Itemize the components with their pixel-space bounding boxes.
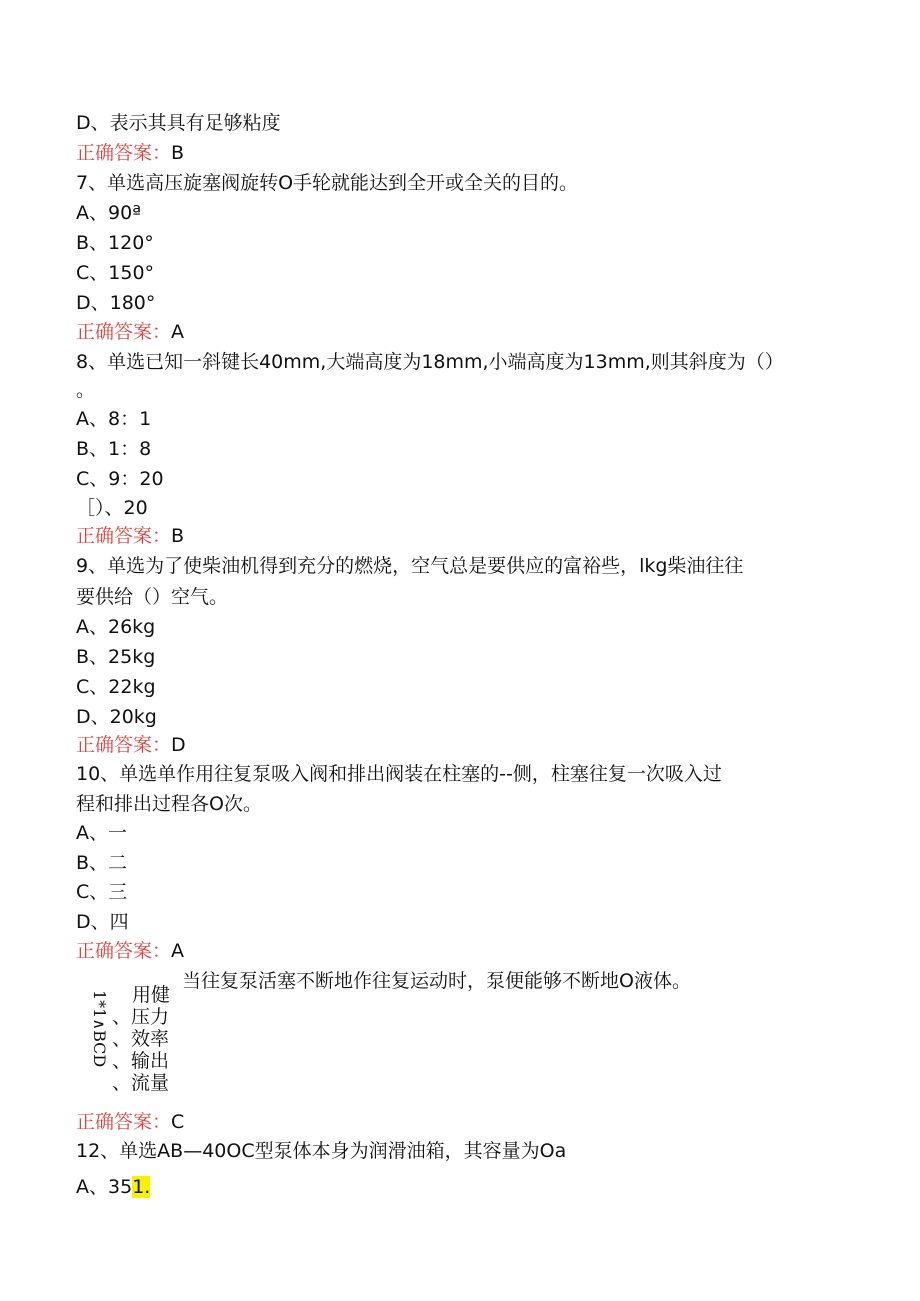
question-8: 8、单选已知一斜键长40mm,大端高度为18mm,小端高度为13mm,则其斜度为（） <box>76 351 784 373</box>
question-10-cont: 程和排出过程各O次。 <box>76 793 262 815</box>
q7-option-a: A、90ª <box>76 202 142 224</box>
q9-option-b: B、25kg <box>76 646 156 668</box>
q11-option-4: 、输出 <box>112 1050 170 1072</box>
answer-line-9: 正确答案：D <box>76 734 186 756</box>
q8-option-c: C、9：20 <box>76 468 164 490</box>
q9-option-d: D、20kg <box>76 706 157 728</box>
q8-option-b: B、1：8 <box>76 438 152 460</box>
q9-option-a: A、26kg <box>76 616 156 638</box>
q10-option-a: A、一 <box>76 822 127 844</box>
q7-option-c: C、150° <box>76 262 155 284</box>
answer-line-10: 正确答案：A <box>76 940 185 962</box>
q7-option-d: D、180° <box>76 292 156 314</box>
question-11-vertical-label: 1*1∧BCD <box>90 990 109 1068</box>
question-10: 10、单选单作用往复泵吸入阀和排出阀装在柱塞的--侧，柱塞往复一次吸入过 <box>76 763 722 785</box>
question-8-cont: 。 <box>76 379 96 401</box>
q12-option-a: A、351. <box>76 1176 151 1198</box>
question-11: 当往复泵活塞不断地作往复运动时，泵便能够不断地O液体。 <box>182 970 691 992</box>
question-11-options <box>112 984 170 1094</box>
q10-option-b: B、二 <box>76 852 128 874</box>
highlight-mark: 1. <box>132 1176 151 1198</box>
question-12: 12、单选AB—40OC型泵体本身为润滑油箱，其容量为Oa <box>76 1140 567 1162</box>
q10-option-d: D、四 <box>76 911 129 933</box>
q7-option-b: B、120° <box>76 232 154 254</box>
q8-option-d: ［）、20 <box>76 497 148 519</box>
question-9: 9、单选为了使柴油机得到充分的燃烧，空气总是要供应的富裕些，lkg柴油往往 <box>76 555 744 577</box>
q11-option-3: 、效率 <box>112 1028 170 1050</box>
question-9-cont: 要供给（）空气。 <box>76 586 229 608</box>
answer-line-11: 正确答案：C <box>76 1111 185 1133</box>
answer-line-8: 正确答案：B <box>76 525 185 547</box>
q11-option-5: 、流量 <box>112 1072 170 1094</box>
option-d-text: D、表示其具有足够粘度 <box>76 112 281 134</box>
question-7: 7、单选高压旋塞阀旋转O手轮就能达到全开或全关的目的。 <box>76 172 579 194</box>
q10-option-c: C、三 <box>76 881 128 903</box>
q8-option-a: A、8：1 <box>76 408 152 430</box>
answer-line-6: 正确答案：B <box>76 142 185 164</box>
q11-option-1: 用健 <box>132 984 171 1006</box>
answer-line-7: 正确答案：A <box>76 321 185 343</box>
q11-option-2: 、压力 <box>112 1006 170 1028</box>
q9-option-c: C、22kg <box>76 676 156 698</box>
